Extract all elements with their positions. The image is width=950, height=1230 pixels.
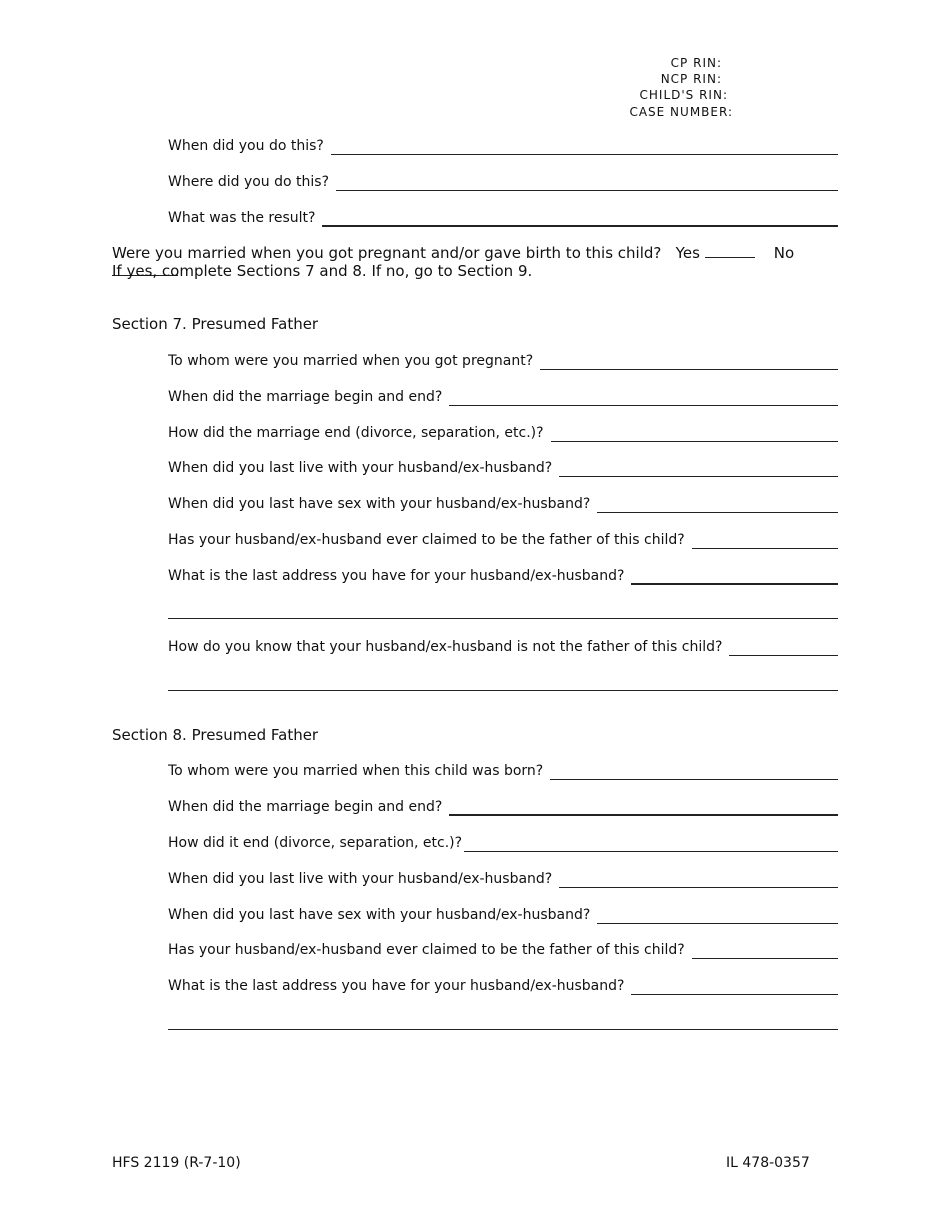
field-label: When did you do this? — [168, 138, 324, 154]
s8-marriage-end-field[interactable] — [168, 832, 838, 852]
s7-not-father-field[interactable] — [168, 636, 838, 656]
answer-line[interactable] — [551, 423, 838, 442]
field-label: What was the result? — [168, 210, 316, 226]
s7-not-father-extra-line[interactable] — [168, 690, 838, 691]
answer-line[interactable] — [597, 494, 838, 513]
s8-claimed-father-field[interactable] — [168, 939, 838, 959]
where-did-you-do-this-field[interactable] — [168, 171, 838, 191]
field-label: What is the last address you have for your husband/ex-husband? — [168, 978, 625, 994]
answer-line[interactable] — [559, 869, 838, 888]
answer-line[interactable] — [449, 796, 838, 816]
field-label: When did you last live with your husband/ex-husband? — [168, 871, 553, 887]
answer-line[interactable] — [550, 761, 838, 780]
answer-line[interactable] — [692, 940, 838, 959]
ncp-rin-label: NCP RIN: — [660, 72, 722, 86]
field-label: Has your husband/ex-husband ever claimed to be the father of this child? — [168, 942, 685, 958]
s8-address-extra-line[interactable] — [168, 1029, 838, 1030]
married-question-text: Were you married when you got pregnant and/or gave birth to this child? — [112, 244, 662, 262]
field-label: What is the last address you have for your husband/ex-husband? — [168, 568, 625, 584]
when-did-you-do-this-field[interactable] — [168, 135, 838, 155]
field-label: Where did you do this? — [168, 174, 330, 190]
answer-line[interactable] — [559, 458, 838, 477]
s7-married-to-field[interactable] — [168, 350, 838, 370]
cp-rin-label: CP RIN: — [670, 56, 722, 70]
case-number-label: CASE NUMBER: — [629, 105, 733, 119]
s7-last-sex-field[interactable] — [168, 493, 838, 513]
what-was-the-result-field[interactable] — [168, 207, 838, 227]
field-label: When did the marriage begin and end? — [168, 799, 443, 815]
answer-line[interactable] — [322, 207, 838, 227]
answer-line[interactable] — [464, 833, 838, 852]
s7-marriage-dates-field[interactable] — [168, 386, 838, 406]
s8-last-address-field[interactable] — [168, 975, 838, 995]
s7-address-extra-line[interactable] — [168, 618, 838, 619]
s8-married-to-field[interactable] — [168, 760, 838, 780]
answer-line[interactable] — [540, 351, 838, 370]
form-id: HFS 2119 (R-7-10) — [112, 1155, 241, 1171]
field-label: How do you know that your husband/ex-husband is not the father of this child? — [168, 639, 723, 655]
il-number: IL 478-0357 — [726, 1155, 810, 1171]
field-label: When did the marriage begin and end? — [168, 389, 443, 405]
answer-line[interactable] — [692, 530, 838, 549]
answer-line[interactable] — [631, 976, 838, 995]
yes-answer-line[interactable] — [705, 245, 755, 258]
field-label: To whom were you married when you got pregnant? — [168, 353, 534, 369]
field-label: When did you last have sex with your husband/ex-husband? — [168, 496, 591, 512]
yes-label: Yes — [675, 244, 700, 262]
answer-line[interactable] — [597, 905, 838, 924]
answer-line[interactable] — [631, 565, 838, 585]
answer-line[interactable] — [336, 172, 838, 191]
s8-marriage-dates-field[interactable] — [168, 796, 838, 816]
s7-last-live-field[interactable] — [168, 457, 838, 477]
answer-line[interactable] — [729, 637, 838, 656]
section-7-title: Section 7. Presumed Father — [112, 315, 319, 333]
field-label: Has your husband/ex-husband ever claimed to be the father of this child? — [168, 532, 685, 548]
s7-marriage-end-field[interactable] — [168, 422, 838, 442]
section-8-title: Section 8. Presumed Father — [112, 726, 319, 744]
s8-last-live-field[interactable] — [168, 868, 838, 888]
field-label: How did the marriage end (divorce, separation, etc.)? — [168, 425, 544, 441]
answer-line[interactable] — [331, 136, 838, 155]
childs-rin-label: CHILD'S RIN: — [639, 88, 728, 102]
married-instruction: If yes, complete Sections 7 and 8. If no, go to Section 9. — [112, 262, 533, 280]
field-label: When did you last live with your husband/ex-husband? — [168, 460, 553, 476]
no-label: No — [773, 244, 795, 262]
answer-line[interactable] — [449, 387, 838, 406]
field-label: How did it end (divorce, separation, etc.)? — [168, 835, 463, 851]
field-label: When did you last have sex with your husband/ex-husband? — [168, 907, 591, 923]
field-label: To whom were you married when this child was born? — [168, 763, 544, 779]
s8-last-sex-field[interactable] — [168, 904, 838, 924]
s7-last-address-field[interactable] — [168, 565, 838, 585]
s7-claimed-father-field[interactable] — [168, 529, 838, 549]
